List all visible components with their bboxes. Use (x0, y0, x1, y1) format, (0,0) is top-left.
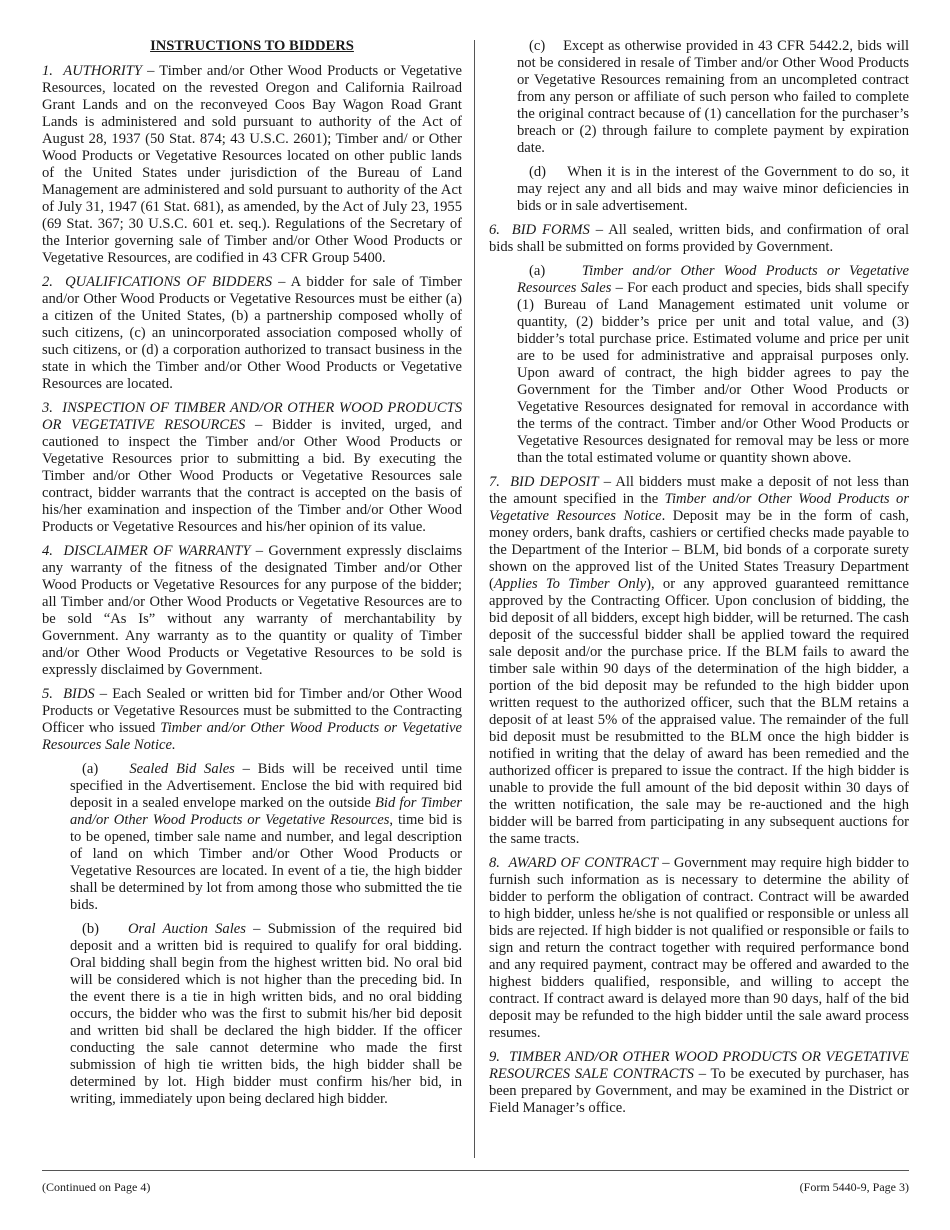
section-1-authority: 1. AUTHORITY – Timber and/or Other Wood Products or Vegetative Resources, located on the revested Oregon and California Railroad Grant Lands and on the reconveyed Coos Bay Wagon Road Grant Lands is administered and sold pursuant to authority of the Act of August 28, 1937 (50 Stat. 874; 43 U.S.C. 2601); Timber and/ or Other Wood Products or Vegetative Resources located on other public lands of the United States under jurisdiction of the Bureau of Land Management are administered and sold pursuant to authority of the Act of July 31, 1947 (61 Stat. 681), as amended, by the Act of July 23, 1955 (69 Stat. 367; 30 U.S.C. 601 et. seq.). Regulations of the Secretary of the Interior governing sale of Timber and/or Other Wood Products or Vegetative Resources, are codified in 43 CFR Group 5400. (42, 63, 462, 266)
section-7-bid-deposit: 7. BID DEPOSIT – All bidders must make a deposit of not less than the amount specified in the Timber and/or Other Wood Products or Vegetative Resources Notice. Deposit may be in the form of cash, money orders, bank drafts, cashiers or certified checks made payable to the Department of the Interior – BLM, bid bonds of a corporate surety shown on the approved list of the United States Treasury Department (Applies To Timber Only), or any approved guaranteed remittance approved by the Contracting Officer. Upon conclusion of bidding, the bid deposit of all bidders, except high bidder, will be returned. The cash deposit of the successful bidder shall be applied toward the required sale deposit and/or the purchase price. If the BLM fails to award the timber sale within 90 days of the determination of the high bidder, a portion of the bid deposit may be refunded to the high bidder upon written request to the authorized officer, such that the BLM retains a deposit of at least 5% of the appraised value. The remainder of the full bid deposit must be resubmitted to the BLM once the high bidder is notified in writing that the delay of award has been remedied and the authorized officer is prepared to issue the contract. If the high bidder is unable to provide the full amount of the bid deposit within 30 days of the written notification, the sale may be re-auctioned and the high bidder will be barred from participating in any subsequent auctions for the same tracts. (489, 474, 910, 847)
footer-rule (42, 1170, 909, 1171)
section-5b-oral-auction-sales: (b) Oral Auction Sales – Submission of the required bid deposit and a written bid is required to qualify for oral bidding. Oral bidding shall begin from the highest written bid. No oral bid will be considered which is not higher than the preceding bid. In the event there is a tie in high written bids, and no oral bidding occurs, the bidder who was the first to submit his/her bid deposit and written bid shall be declared the high bidder. If the officer conducting the sale cannot determine who made the first submission of high tie written bids, the high bidder shall be determined by lot. High bidder must confirm his/her bid, in writing, immediately upon being declared high bidder. (70, 921, 462, 1107)
section-heading: INSPECTION OF TIMBER AND/OR OTHER WOOD PRODUCTS OR VEGETATIVE RESOURCES (42, 400, 462, 433)
subsection-heading: Sealed Bid Sales (129, 761, 235, 777)
footer-continued-note: (Continued on Page 4) (42, 1180, 151, 1194)
section-heading: AWARD OF CONTRACT (508, 855, 659, 871)
section-heading: BIDS (63, 686, 95, 702)
section-heading: BID FORMS (511, 222, 590, 238)
section-6-bid-forms: 6. BID FORMS – All sealed, written bids, and confirmation of oral bids shall be submitted on forms provided by Government. (489, 222, 910, 255)
section-heading: DISCLAIMER OF WARRANTY (63, 543, 251, 559)
section-5a-sealed-bid-sales: (a) Sealed Bid Sales – Bids will be received until time specified in the Advertisement. Enclose the bid with required bid deposit in a sealed envelope marked on the outside Bid for Timber and/or Other Wood Products or Vegetative Resources, time bid is to be opened, timber sale name and number, and legal description of land on which Timber and/or Other Wood Products or Vegetative Resources are located. In event of a tie, the high bidder shall be determined by lot from among those who submitted the tie bids. (70, 761, 462, 913)
section-6a-resource-sales: (a) Timber and/or Other Wood Products or Vegetative Resources Sales – For each product and species, bids shall specify (1) Bureau of Land Management estimated unit volume or quantity, (2) bidder’s price per unit and total value, and (3) bidder’s total purchase price. Estimated volume and price per unit are to be used for administrative and appraisal purposes only. Upon award of contract, the high bidder agrees to pay the Government for the Timber and/or Other Wood Products or Vegetative Resources designated for removal in accordance with the terms of the contract. Timber and/or Other Wood Products or Vegetative Resources designated for removal may be less or more than the total estimated volume or quantity shown above. (517, 263, 910, 466)
section-5c-resale-restriction: (c) Except as otherwise provided in 43 CFR 5442.2, bids will not be considered in resale of Timber and/or Other Wood Products or Vegetative Resources remaining from an uncompleted contract from any person or affiliate of such person who failed to complete the original contract because of (1) cancellation for the purchaser’s breach or (2) through failure to complete payment by expiration date. (517, 38, 910, 156)
section-2-qualifications: 2. QUALIFICATIONS OF BIDDERS – A bidder for sale of Timber and/or Other Wood Products or Vegetative Resources must be either (a) a citizen of the United States, (b) a partnership composed wholly of such citizens, (c) an unincorporated association composed wholly of such citizens, or (d) a corporation authorized to transact business in the state in which the Timber and/or Other Wood Products or Vegetative Resources are located. (42, 274, 462, 392)
section-5d-rejection: (d) When it is in the interest of the Government to do so, it may reject any and all bids and may waive minor deficiencies in bids or in sale advertisement. (517, 164, 910, 214)
section-heading: AUTHORITY (63, 63, 142, 79)
section-heading: TIMBER AND/OR OTHER WOOD PRODUCTS OR VEGETATIVE RESOURCES SALE CONTRACTS (489, 1049, 910, 1082)
right-column (489, 38, 909, 1124)
subsection-heading: Timber and/or Other Wood Products or Vegetative Resources Sales (517, 263, 909, 296)
section-5-bids: 5. BIDS – Each Sealed or written bid for Timber and/or Other Wood Products or Vegetative Resources must be submitted to the Contracting Officer who issued Timber and/or Other Wood Products or Vegetative Resources Sale Notice. (42, 686, 463, 753)
section-3-inspection: 3. INSPECTION OF TIMBER AND/OR OTHER WOOD PRODUCTS OR VEGETATIVE RESOURCES – Bidder is invited, urged, and cautioned to inspect the Timber and/or Other Wood Products or Vegetative Resources prior to submitting a bid. By executing the Timber and/or Other Wood Products or Vegetative Resources sale contract, bidder warrants that the contract is accepted on the basis of his/her examination and inspection of the Timber and/or Other Wood Products or Vegetative Resources and his/her opinion of its value. (42, 400, 462, 535)
section-heading: QUALIFICATIONS OF BIDDERS (65, 274, 273, 290)
section-4-disclaimer: 4. DISCLAIMER OF WARRANTY – Government expressly disclaims any warranty of the fitness of the designated Timber and/or Other Wood Products or Vegetative Resources for any purpose of the bidder; all Timber and/or Other Wood Products or Vegetative Resources are to be sold “As Is” without any warranty of merchantability by Government. Any warranty as to the quantity or quality of Timber and/or Other Wood Products or Vegetative Resources to be sold is expressly disclaimed by Government. (42, 543, 463, 678)
left-column (42, 38, 462, 1115)
section-heading: BID DEPOSIT (510, 474, 599, 490)
subsection-heading: Oral Auction Sales (127, 921, 246, 937)
section-9-sale-contracts: 9. TIMBER AND/OR OTHER WOOD PRODUCTS OR VEGETATIVE RESOURCES SALE CONTRACTS – To be executed by purchaser, has been prepared by Government, and may be examined in the District or Field Manager’s office. (489, 1049, 910, 1116)
section-8-award-of-contract: 8. AWARD OF CONTRACT – Government may require high bidder to furnish such information as is necessary to determine the ability of bidder to perform the obligation of contract. Contract will be awarded to high bidder, unless he/she is not qualified or responsible or unless all bids are rejected. If high bidder is not qualified or responsible or fails to sign and return the contract together with required performance bond and any required payment, contract may be offered and awarded to the highest bidders qualified, responsible, and willing to accept the contract. If contract award is delayed more than 90 days, half of the bid deposit may be refunded to the high bidder until the sale award process resumes. (489, 855, 910, 1041)
footer-form-page: (Form 5440-9, Page 3) (799, 1180, 909, 1194)
page-title: INSTRUCTIONS TO BIDDERS (150, 38, 354, 54)
column-divider (474, 40, 475, 1158)
